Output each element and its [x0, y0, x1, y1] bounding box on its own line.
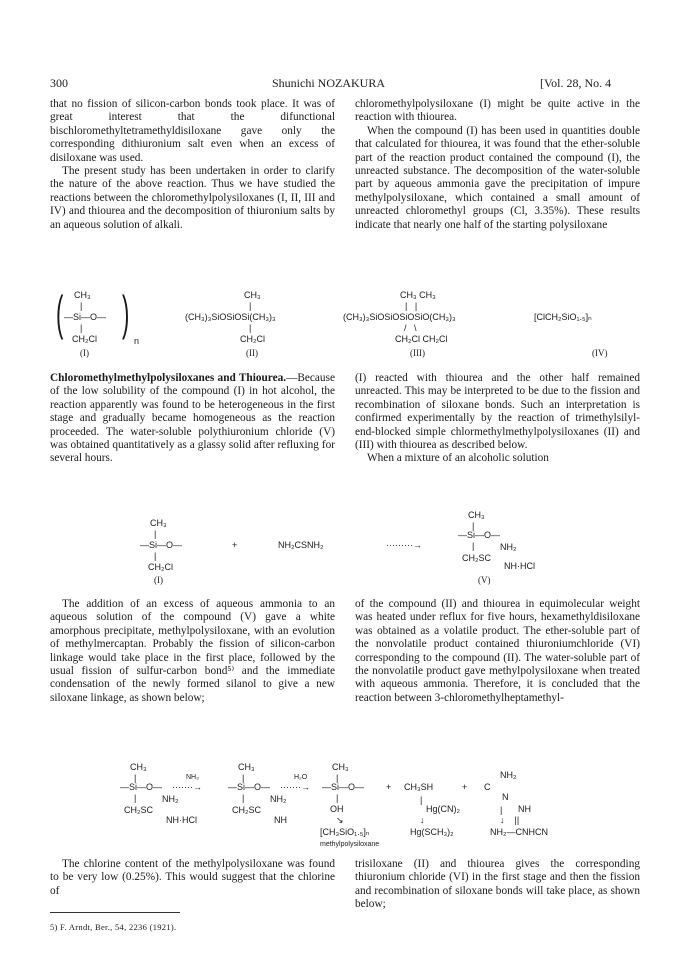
chem-text: NH₂	[500, 542, 517, 552]
bond: |	[500, 805, 503, 815]
footnote: 5) F. Arndt, Ber., 54, 2236 (1921).	[50, 922, 177, 932]
bond: |	[336, 793, 339, 803]
bond: |	[249, 301, 252, 311]
reagent-label: NH₃	[186, 774, 199, 781]
low-left-column	[50, 598, 335, 705]
compound-label: (I)	[154, 575, 163, 585]
chem-text: C	[484, 782, 491, 792]
chem-text: CH₂Cl	[72, 334, 97, 344]
chem-text: CH₃	[332, 762, 349, 772]
compound-label: (II)	[246, 348, 258, 358]
bottom-left-column	[50, 858, 335, 898]
paragraph: When the compound (I) has been used in quantities double that calculated for thiourea, it was found that the ether-soluble part of the reaction product contained the compound (I), the unreacted substance. The decomposition of the water-soluble part by aqueous ammonia gave the precipitation of impure methylpolysiloxane, which contained a small amount of unreacted chloromethyl groups (Cl, 3.35%). These results indicate that nearly one half of the starting polysiloxane	[355, 124, 640, 231]
bond: |	[420, 795, 423, 805]
compound-label: (IV)	[592, 348, 608, 358]
chem-text: NH·HCl	[166, 815, 197, 825]
chem-text: Hg(CN)₂	[426, 804, 460, 814]
chem-text: Hg(SCH₃)₂	[410, 827, 454, 837]
chem-text: CH₂SC	[232, 805, 261, 815]
bond: |	[242, 773, 245, 783]
chem-text: [CH₃SiO₁.₅]ₙ	[320, 827, 370, 837]
plus-sign: +	[386, 782, 392, 792]
chem-text: CH₃	[238, 762, 255, 772]
chem-text: CH₂Cl	[240, 334, 265, 344]
compound-label: (I)	[80, 348, 89, 358]
chem-text: CH₂SC	[124, 805, 153, 815]
chem-text: —Si—O—	[458, 530, 501, 540]
paragraph: The addition of an excess of aqueous ammonia to an aqueous solution of the compound (V) gave a white amorphous precipitate, methylpolysiloxane, with an evolution of methylmercaptan. Probably the fission of silicon-carbon linkage would take place in the first place, followed by the usual fission of sulfur-carbon bond⁵⁾ and the immediate condensation of the newly formed silanol to give a new siloxane linkage, as shown below;	[50, 598, 335, 704]
chem-text: NH₂CSNH₂	[278, 540, 324, 550]
bond: |	[134, 773, 137, 783]
bond: |	[472, 521, 475, 531]
chem-text: —Si—O—	[64, 312, 107, 322]
running-author: Shunichi NOZAKURA	[272, 76, 385, 90]
compound-label: (V)	[478, 575, 491, 585]
chem-text: N	[502, 792, 509, 802]
bond: | |	[405, 301, 418, 311]
paragraph-text: —Because of the low solubility of the compound (I) in hot alcohol, the reaction apparently was found to be heterogeneous in the first stage and gradually became homogeneous as the reaction proceeded. The water-soluble polythiuronium chloride (V) was obtained quantitatively as a glassy solid after refluxing for several hours.	[50, 372, 335, 465]
top-left-column	[50, 98, 335, 232]
bond: ↘	[336, 815, 344, 825]
bond: / \	[404, 323, 417, 333]
chem-text: (CH₃)₃SiOSiOSiOSiO(CH₃)₃	[343, 312, 456, 322]
chem-text: CH₃	[130, 762, 147, 772]
chem-text: —Si—O—	[322, 782, 365, 792]
reagent-label: H₂O	[294, 774, 308, 781]
plus-sign: +	[462, 782, 468, 792]
figure-caption: methylpolysiloxane	[320, 841, 380, 848]
chem-text: —Si—O—	[140, 540, 183, 550]
reaction-arrow: ·······→	[280, 782, 310, 792]
paragraph: of the compound (II) and thiourea in equimolecular weight was heated under reflux for five hours, hexamethyldisiloxane was obtained as a volatile product. The ether-soluble part of the nonvolatile product contained thiuroniumchloride (VI) corresponding to the compound (II). The water-soluble part of the nonvolatile product gave methylpolysiloxane when treated with aqueous ammonia. Therefore, it is concluded that the reaction between 3-chloromethylheptamethyl-	[355, 598, 640, 704]
bond: ↓ ||	[500, 815, 520, 825]
chem-text: CH₃	[468, 510, 485, 520]
chem-text: CH₃	[150, 518, 167, 528]
reaction-arrow: ·······→	[172, 782, 202, 792]
footnote-rule	[50, 912, 180, 913]
running-volume: [Vol. 28, No. 4	[540, 76, 612, 90]
chem-text: CH₂SC	[462, 553, 491, 563]
mid-left-column	[50, 372, 335, 466]
paragraph: The chlorine content of the methylpolysiloxane was found to be very low (0.25%). This would suggest that the chlorine of	[50, 858, 335, 897]
bond: |	[154, 529, 157, 539]
bracket-right: )	[122, 285, 130, 341]
chem-text: NH·HCl	[504, 561, 535, 571]
chem-text: CH₃	[74, 290, 91, 300]
low-right-column	[355, 598, 640, 705]
chem-text: CH₂Cl CH₂Cl	[395, 334, 448, 344]
chem-text: NH	[274, 815, 287, 825]
paragraph: (I) reacted with thiourea and the other half remained unreacted. This may be interpreted to be due to the fission and recombination of siloxane bonds. Such an interpretation is confirmed experimentally by the reaction of trimethylsilyl-end-blocked simple chlormethylmethylpolysiloxanes (II) and (III) with thiourea as described below.	[355, 372, 640, 452]
chem-text: NH	[518, 804, 531, 814]
plus-sign: +	[232, 540, 238, 550]
bond: |	[472, 541, 475, 551]
bond: |	[249, 323, 252, 333]
bond: |	[154, 551, 157, 561]
chem-text: NH₂	[162, 794, 179, 804]
chem-text: NH₂—CNHCN	[490, 827, 548, 837]
chem-text: NH₂	[270, 794, 287, 804]
chem-text: —Si—O—	[228, 782, 271, 792]
chem-text: [ClCH₂SiO₁.₅]ₙ	[534, 312, 592, 322]
chem-text: (CH₃)₃SiOSiOSi(CH₃)₃	[185, 312, 276, 322]
chem-text: CH₃ CH₃	[400, 290, 436, 300]
bond: ↓	[420, 815, 425, 825]
bottom-right-column	[355, 858, 640, 912]
bond: |	[80, 323, 83, 333]
bracket-left: (	[56, 285, 64, 341]
bond: |	[336, 773, 339, 783]
paragraph: trisiloxane (II) and thiourea gives the corresponding thiuronium chloride (VI) in the first stage and then the fission and recombination of siloxane bonds will take place, as shown below;	[355, 858, 640, 911]
chem-text: NH₂	[500, 770, 517, 780]
paragraph: chloromethylpolysiloxane (I) might be quite active in the reaction with thiourea.	[355, 98, 640, 124]
mid-right-column	[355, 372, 640, 466]
compound-label: (III)	[410, 348, 425, 358]
paragraph	[50, 372, 335, 466]
paragraph: that no fission of silicon-carbon bonds took place. It was of great interest that the difunctional bischloromethyltetramethyldisiloxane gave only the corresponding dithiuronium salt even when an excess of disiloxane was used.	[50, 98, 335, 164]
chem-text: CH₃	[244, 290, 261, 300]
top-right-column	[355, 98, 640, 232]
chem-sub: n	[134, 336, 140, 346]
section-heading: Chloromethylmethylpolysiloxanes and Thiourea.	[50, 372, 287, 384]
reaction-arrow: ·········→	[386, 540, 422, 550]
chem-text: CH₂Cl	[148, 562, 173, 572]
chem-text: OH	[330, 804, 344, 814]
chem-text: CH₃SH	[404, 782, 434, 792]
chem-text: —Si—O—	[120, 782, 163, 792]
paragraph: The present study has been undertaken in order to clarify the nature of the above reaction. Thus we have studied the reactions between the chloromethylpolysiloxanes (I, II, III and IV) and thiourea and the decomposition of thiuronium salts by an aqueous solution of alkali.	[50, 165, 335, 231]
bond: |	[242, 793, 245, 803]
paragraph: When a mixture of an alcoholic solution	[367, 452, 549, 465]
bond: |	[134, 793, 137, 803]
bond: |	[80, 301, 83, 311]
page-number: 300	[50, 76, 68, 90]
